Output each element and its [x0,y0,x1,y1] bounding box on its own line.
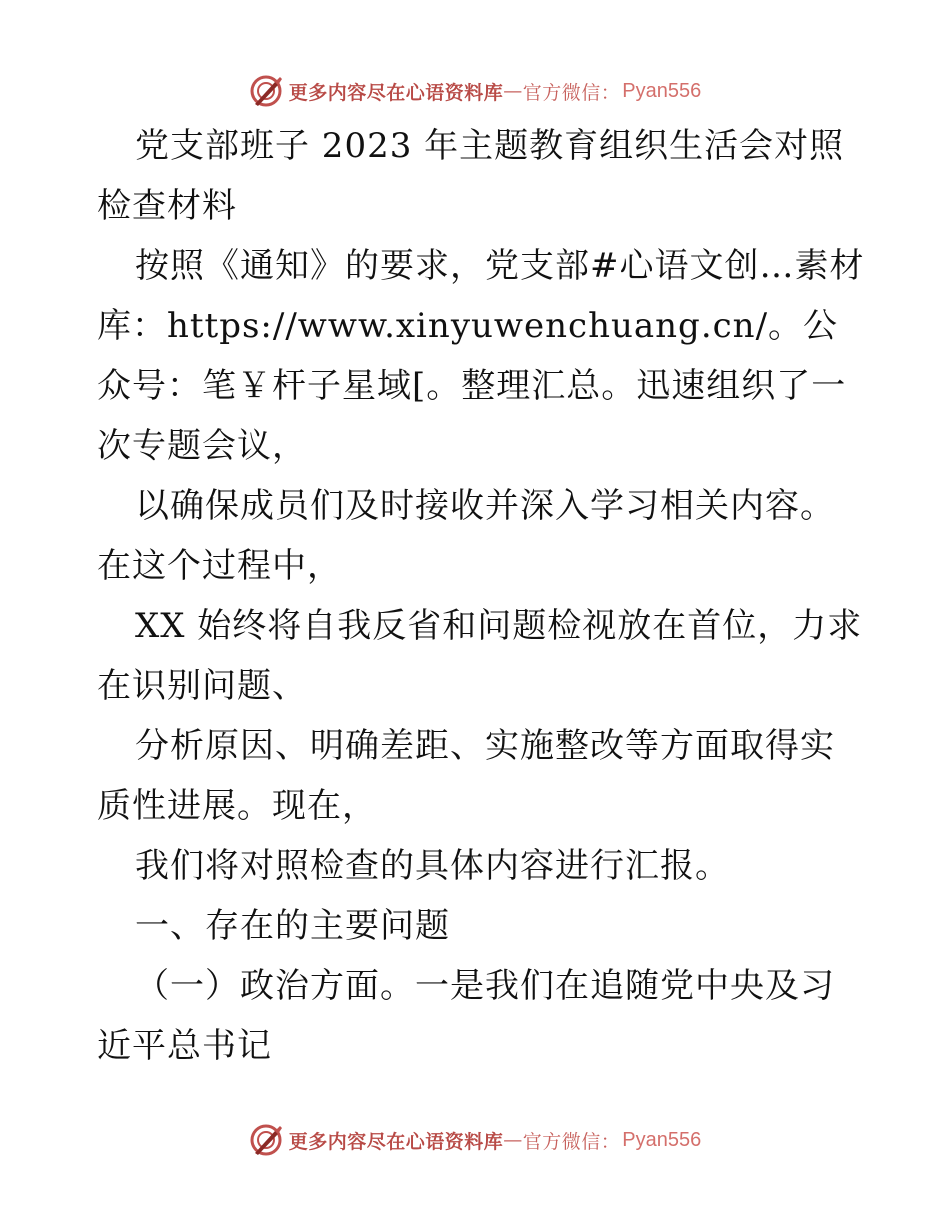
banner-wechat-id: Pyan556 [622,79,702,102]
header-watermark-banner [0,71,950,111]
pen-logo-icon [249,1123,283,1157]
banner-brand-text: 更多内容尽在心语资料库 [288,1130,504,1153]
pen-logo-icon [249,74,283,108]
paragraph: 分析原因、明确差距、实施整改等方面取得实质性进展。现在， [97,726,835,826]
banner-dash: — [503,1129,523,1151]
banner-wechat-id: Pyan556 [622,1128,702,1151]
paragraph: （一）政治方面。一是我们在追随党中央及习近平总书记 [97,966,835,1066]
document-body [97,116,867,1076]
banner-wechat-label: 官方微信： [522,1130,621,1153]
paragraph: 我们将对照检查的具体内容进行汇报。 [135,846,730,886]
paragraph: 以确保成员们及时接收并深入学习相关内容。在这个过程中， [97,486,835,586]
banner-wechat-label: 官方微信： [522,81,621,104]
banner-dash: — [503,80,523,102]
banner-brand-text: 更多内容尽在心语资料库 [288,81,504,104]
document-title: 党支部班子 2023 年主题教育组织生活会对照检查材料 [97,126,845,226]
paragraph: XX 始终将自我反省和问题检视放在首位，力求在识别问题、 [97,606,863,706]
paragraph: 按照《通知》的要求，党支部#心语文创…素材库：https://www.xinyuwenchuang.cn/。公众号：笔￥杆子星域[。整理汇总。迅速组织了一次专题会议， [97,246,865,466]
footer-watermark-banner [0,1120,950,1160]
section-heading: 一、存在的主要问题 [135,906,450,946]
